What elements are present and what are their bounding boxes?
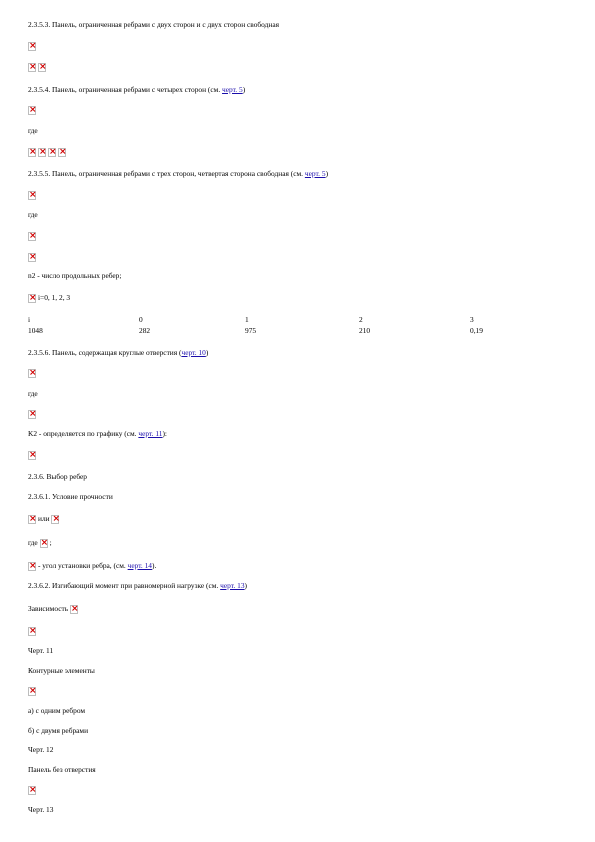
where-label: где	[28, 210, 38, 219]
link-fig-5[interactable]: черт. 5	[222, 85, 243, 94]
i-values-text: i=0, 1, 2, 3	[38, 293, 71, 302]
broken-image-icon	[58, 148, 66, 157]
broken-image-icon	[28, 627, 36, 636]
formula-image-row	[28, 252, 38, 262]
figure-image-row	[28, 785, 38, 795]
k2-definition	[28, 429, 167, 438]
section-2-3-6-2-title	[28, 581, 247, 590]
angle-text: - угол установки ребра, (см.	[38, 561, 128, 570]
strength-condition-row	[28, 514, 61, 524]
formula-image-row	[28, 190, 38, 200]
broken-image-icon	[28, 106, 36, 115]
link-fig-5[interactable]: черт. 5	[304, 169, 326, 178]
or-text: или	[38, 514, 50, 523]
broken-image-icon	[28, 451, 36, 460]
n2-definition: n2 - число продольных ребер;	[28, 271, 122, 280]
broken-image-icon	[28, 786, 36, 795]
table-cell: 0,19	[470, 326, 483, 335]
broken-image-icon	[48, 148, 56, 157]
where-label: где	[28, 389, 38, 398]
section-2-3-5-6-title	[28, 348, 208, 357]
broken-image-icon	[28, 232, 36, 241]
dependency-label: Зависимость	[28, 604, 69, 613]
formula-image-row	[28, 105, 38, 115]
caption-fig-11: Черт. 11	[28, 646, 54, 655]
table-header-cell: 2	[359, 315, 363, 324]
link-fig-10[interactable]: черт. 10	[181, 348, 206, 357]
caption-two-ribs: б) с двумя ребрами	[28, 726, 89, 735]
broken-image-icon	[28, 410, 36, 419]
where-label: где	[28, 538, 38, 547]
broken-image-icon	[38, 63, 46, 72]
broken-image-icon	[28, 294, 36, 303]
where-suffix: ;	[49, 538, 52, 547]
section-2-3-6-1-title: 2.3.6.1. Условие прочности	[28, 492, 113, 501]
k2-text: K2 - определяется по графику (см.	[28, 429, 139, 438]
broken-image-icon	[70, 605, 78, 614]
caption-panel-no-hole: Панель без отверстия	[28, 765, 96, 774]
dependency-row	[28, 604, 80, 614]
figure-image-row	[28, 686, 38, 696]
section-2-3-5-4-title	[28, 85, 245, 94]
broken-image-icon	[38, 148, 46, 157]
caption-one-rib: а) с одним ребром	[28, 706, 86, 715]
table-cell: 1048	[28, 326, 43, 335]
broken-image-icon	[28, 191, 36, 200]
table-header-cell: 3	[470, 315, 474, 324]
formula-image-row	[28, 409, 38, 419]
link-fig-13[interactable]: черт. 13	[220, 581, 245, 590]
table-cell: 282	[139, 326, 151, 335]
formula-image-row	[28, 62, 48, 72]
title-suffix: )	[244, 581, 247, 590]
broken-image-icon	[28, 253, 36, 262]
title-text: 2.3.5.4. Панель, ограниченная ребрами с четырех сторон (см.	[28, 85, 223, 94]
broken-image-icon	[51, 515, 59, 524]
formula-image-row	[28, 231, 38, 241]
title-suffix: )	[325, 169, 329, 178]
section-2-3-5-5-title	[28, 169, 328, 178]
k2-suffix: ):	[162, 429, 167, 438]
formula-image-row	[28, 368, 38, 378]
link-fig-11[interactable]: черт. 11	[138, 429, 163, 438]
angle-suffix: ).	[151, 561, 157, 570]
link-fig-14[interactable]: черт. 14	[127, 561, 152, 570]
broken-image-icon	[28, 369, 36, 378]
caption-contour: Контурные элементы	[28, 666, 95, 675]
caption-fig-13: Черт. 13	[28, 805, 54, 814]
broken-image-icon	[40, 539, 48, 548]
section-2-3-6-title: 2.3.6. Выбор ребер	[28, 472, 87, 481]
where-row	[28, 538, 52, 548]
i-definition	[28, 293, 70, 303]
table-header-cell: 1	[245, 315, 249, 324]
caption-fig-12: Черт. 12	[28, 745, 54, 754]
formula-image-row	[28, 450, 38, 460]
title-text: 2.3.5.6. Панель, содержащая круглые отверстия (	[28, 348, 182, 357]
broken-image-icon	[28, 687, 36, 696]
formula-image-row	[28, 147, 68, 157]
table-header-cell: 0	[139, 315, 143, 324]
broken-image-icon	[28, 148, 36, 157]
broken-image-icon	[28, 42, 36, 51]
broken-image-icon	[28, 63, 36, 72]
broken-image-icon	[28, 562, 36, 571]
table-cell: 975	[245, 326, 257, 335]
table-cell: 210	[359, 326, 371, 335]
title-suffix: )	[242, 85, 246, 94]
section-2-3-5-3-title: 2.3.5.3. Панель, ограниченная ребрами с двух сторон и с двух сторон свободная	[28, 20, 280, 29]
title-text: 2.3.5.5. Панель, ограниченная ребрами с трех сторон, четвертая сторона свободная (см.	[28, 169, 305, 178]
broken-image-icon	[28, 515, 36, 524]
where-label: где	[28, 126, 38, 135]
angle-definition	[28, 561, 156, 571]
table-header-cell: i	[28, 315, 31, 324]
figure-image-row	[28, 626, 38, 636]
title-suffix: )	[205, 348, 209, 357]
formula-image-row	[28, 41, 38, 51]
title-text: 2.3.6.2. Изгибающий момент при равномерной нагрузке (см.	[28, 581, 221, 590]
